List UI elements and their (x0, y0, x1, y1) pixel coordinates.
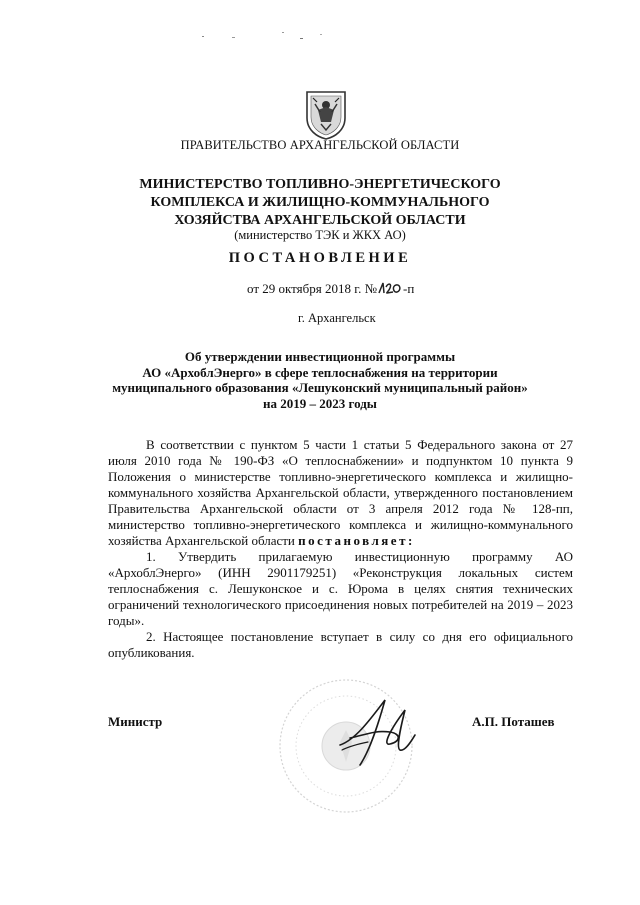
subject-line: муниципального образования «Лешуконский муниципальный район» (112, 380, 528, 395)
handwritten-number (377, 283, 403, 297)
decree-body (108, 437, 573, 661)
subject-line: Об утверждении инвестиционной программы (184, 349, 456, 364)
body-paragraph-2: 1. Утвердить прилагаемую инвестиционную программу АО «АрхоблЭнерго» (ИНН 2901179251) «Реконструкция локальных систем теплоснабжения с. Лешуконское и с. Юрома в целях снятия технических ограничений технологического присоединения новых потребителей на 2019 – 2023 годы». (108, 549, 573, 628)
decree-date-number (247, 281, 414, 297)
ministry-short-name: (министерство ТЭК и ЖКХ АО) (234, 228, 406, 242)
signatory-name: А.П. Поташев (472, 714, 555, 729)
body-paragraph-3: 2. Настоящее постановление вступает в силу со дня его официального опубликования. (108, 629, 573, 660)
body-paragraph-1 (108, 437, 573, 549)
government-header: ПРАВИТЕЛЬСТВО АРХАНГЕЛЬСКОЙ ОБЛАСТИ (180, 138, 460, 152)
decree-number-suffix: -п (403, 281, 415, 296)
subject-line: на 2019 – 2023 годы (263, 395, 377, 411)
decree-city: г. Архангельск (298, 311, 376, 325)
ministry-name-line: МИНИСТЕРСТВО ТОПЛИВНО-ЭНЕРГЕТИЧЕСКОГО (139, 177, 501, 192)
signatory-position: Министр (108, 714, 163, 729)
document-type-title: ПОСТАНОВЛЕНИЕ (228, 250, 412, 266)
decree-subject (0, 349, 640, 411)
subject-line: АО «АрхоблЭнерго» в сфере теплоснабжения на территории (142, 364, 498, 380)
ministry-name-line: ХОЗЯЙСТВА АРХАНГЕЛЬСКОЙ ОБЛАСТИ (174, 213, 466, 228)
ministry-name (0, 176, 640, 230)
ministry-name-line: КОМПЛЕКСА И ЖИЛИЩНО-КОММУНАЛЬНОГО (150, 195, 490, 210)
decree-verb: постановляет: (298, 533, 415, 548)
coat-of-arms-emblem (303, 88, 349, 140)
paragraph-text: В соответствии с пунктом 5 части 1 статьи 5 Федерального закона от 27 июля 2010 года № 190-ФЗ «О теплоснабжении» и подпунктом 10 пункта 9 Положения о министерстве топливно-энергетического комплекса и жилищно-коммунального хозяйства Архангельской области, утвержденного постановлением Правительства Архангельской области от 3 апреля 2012 года № 128-пп, министерство топливно-энергетического комплекса и жилищно-коммунального хозяйства Архангельской области (108, 437, 573, 548)
handwritten-signature (330, 690, 420, 770)
scan-specks (0, 0, 640, 60)
decree-date: от 29 октября 2018 г. № (247, 281, 378, 296)
